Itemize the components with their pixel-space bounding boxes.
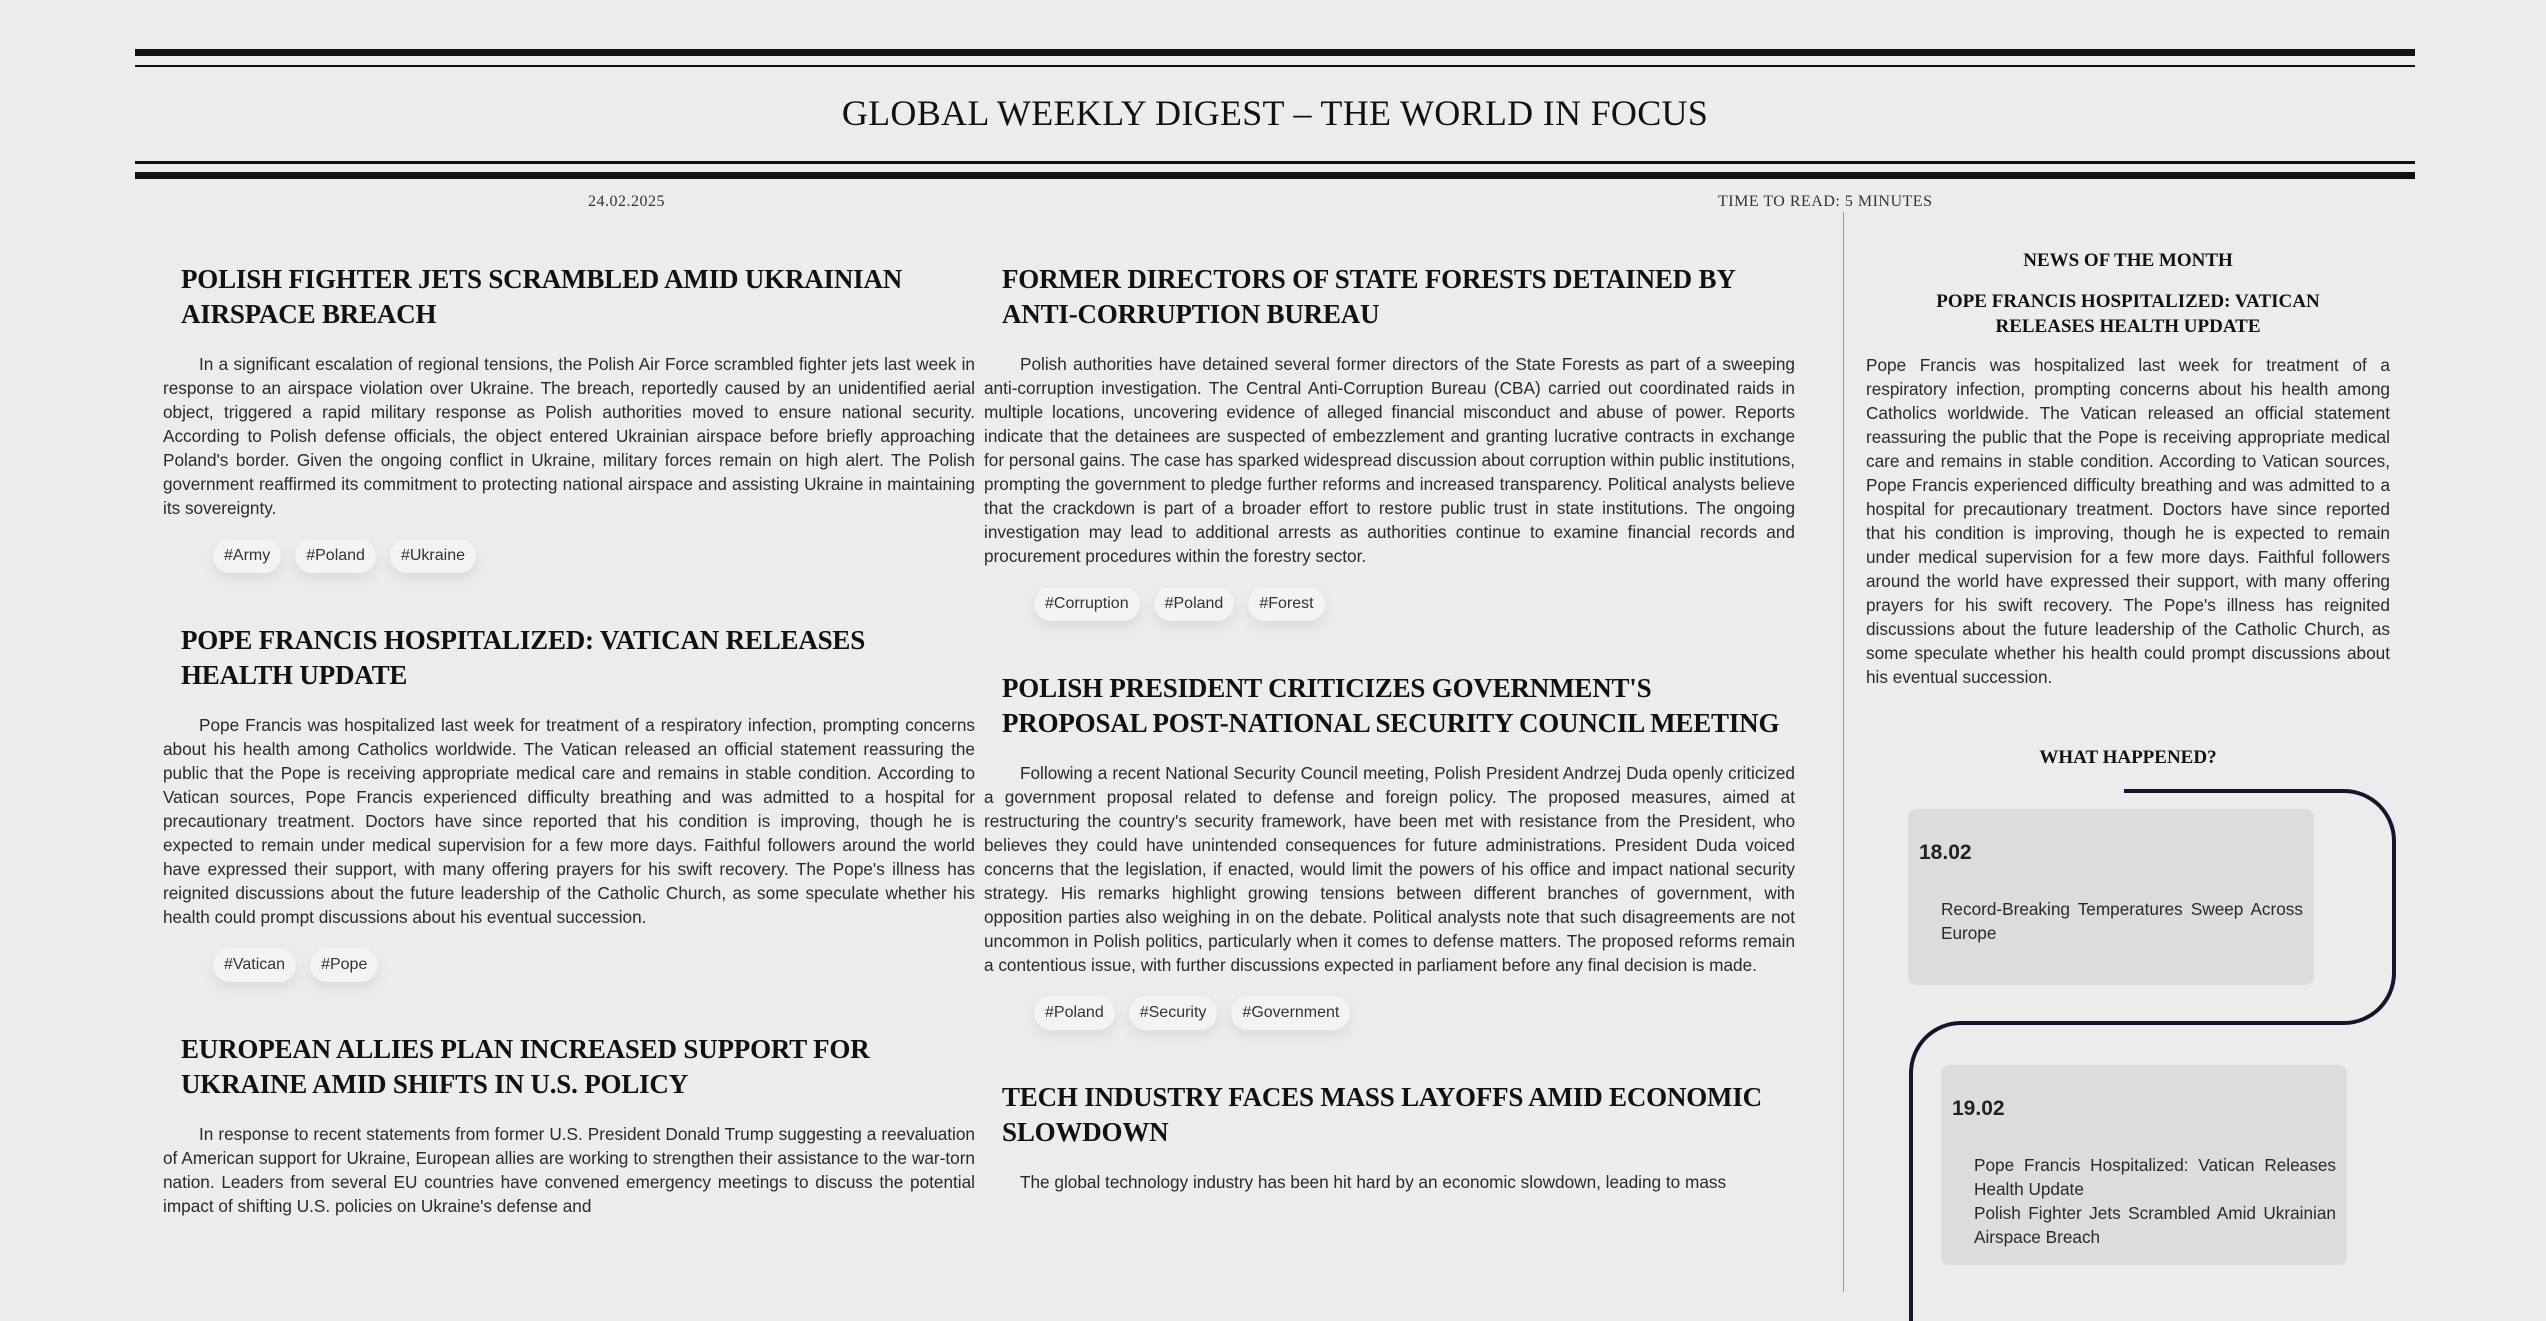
article-card [163,1032,975,1218]
tag-list [1034,996,1795,1030]
tag-chip[interactable]: #Security [1129,996,1218,1030]
main-column-left [163,262,975,1268]
tag-chip[interactable]: #Ukraine [390,539,476,573]
article-card [163,623,975,982]
masthead-rule-top-thin [135,65,2415,67]
timeline-date: 19.02 [1952,1097,2005,1120]
article-headline[interactable]: POLISH PRESIDENT CRITICIZES GOVERNMENT'S PROPOSAL POST-NATIONAL SECURITY COUNCIL MEETING [1002,673,1780,738]
article-card [984,671,1795,1030]
tag-chip[interactable]: #Poland [1154,587,1235,621]
article-card [163,262,975,573]
article-headline[interactable]: TECH INDUSTRY FACES MASS LAYOFFS AMID ECONOMIC SLOWDOWN [1002,1082,1762,1147]
article-body: Following a recent National Security Council meeting, Polish President Andrzej Duda openly criticized a government proposal related to defense and foreign policy. The proposed measures, aimed at restructuring the country's security framework, have been met with resistance from the President, who believes they could have unintended consequences for future administrations. President Duda voiced concerns that the legislation, if enacted, would limit the powers of his office and impact national security strategy. His remarks highlight growing tensions between different branches of government, with opposition parties also weighing in on the debate. Political analysts note that such disagreements are not uncommon in Polish politics, particularly when it comes to defense matters. The proposed reforms remain a contentious issue, with further discussions expected in parliament before any final decision is made. [984,763,1795,975]
timeline [1866,769,2390,1247]
tag-list [213,948,975,982]
tag-chip[interactable]: #Vatican [213,948,296,982]
masthead-rule-top [135,49,2415,56]
article-body: The global technology industry has been hit hard by an economic slowdown, leading to mass [1020,1172,1727,1192]
timeline-card[interactable] [1908,809,2314,985]
tag-chip[interactable]: #Forest [1248,587,1324,621]
article-body: Polish authorities have detained several former directors of the State Forests as part of a sweeping anti-corruption investigation. The Central Anti-Corruption Bureau (CBA) carried out coordinated raids in multiple locations, uncovering evidence of alleged financial misconduct and abuse of power. Reports indicate that the detainees are suspected of embezzlement and granting lucrative contracts in exchange for personal gains. The case has sparked widespread discussion about corruption within public institutions, prompting the government to pledge further reforms and increased transparency. Political analysts believe that the crackdown is part of a broader effort to restore public trust in state institutions. The ongoing investigation may lead to additional arrests as authorities continue to examine financial records and procurement procedures within the forestry sector. [984,354,1795,566]
tag-list [213,539,975,573]
article-headline[interactable]: POLISH FIGHTER JETS SCRAMBLED AMID UKRAINIAN AIRSPACE BREACH [181,264,903,329]
issue-date: 24.02.2025 [588,193,665,210]
article-card [984,1080,1795,1194]
sidebar [1866,250,2390,1247]
tag-chip[interactable]: #Poland [295,539,376,573]
read-time: TIME TO READ: 5 MINUTES [1718,193,1933,210]
article-card [984,262,1795,621]
article-body: In a significant escalation of regional tensions, the Polish Air Force scrambled fighter jets last week in response to an airspace violation over Ukraine. The breach, reportedly caused by an unidentified aerial object, triggered a rapid military response as Polish authorities moved to ensure national security. According to Polish defense officials, the object entered Ukrainian airspace before briefly approaching Poland's border. Given the ongoing conflict in Ukraine, military forces remain on high alert. The Polish government reaffirmed its commitment to protecting national airspace and assisting Ukraine in maintaining its sovereignty. [163,354,975,518]
column-divider [1843,212,1844,1292]
sidebar-heading: NEWS OF THE MONTH [2023,250,2233,271]
article-headline[interactable]: POPE FRANCIS HOSPITALIZED: VATICAN RELEASES HEALTH UPDATE [181,625,866,690]
masthead-rule-bottom [135,172,2415,179]
masthead-rule-bottom-thin [135,161,2415,164]
tag-chip[interactable]: #Corruption [1034,587,1140,621]
tag-chip[interactable]: #Pope [310,948,378,982]
tag-list [1034,587,1795,621]
timeline-event[interactable]: Pope Francis Hospitalized: Vatican Releases Health Update [1974,1155,2336,1199]
article-body: In response to recent statements from former U.S. President Donald Trump suggesting a reevaluation of American support for Ukraine, European allies are working to strengthen their assistance to the war-torn nation. Leaders from several EU countries have convened emergency meetings to discuss the potential impact of shifting U.S. policies on Ukraine's defense and [163,1124,975,1216]
article-headline[interactable]: EUROPEAN ALLIES PLAN INCREASED SUPPORT FOR UKRAINE AMID SHIFTS IN U.S. POLICY [181,1034,870,1099]
tag-chip[interactable]: #Government [1231,996,1350,1030]
featured-body: Pope Francis was hospitalized last week for treatment of a respiratory infection, prompting concerns about his health among Catholics worldwide. The Vatican released an official statement reassuring the public that the Pope is receiving appropriate medical care and remains in stable condition. According to Vatican sources, Pope Francis experienced difficulty breathing and was admitted to a hospital for precautionary treatment. Doctors have since reported that his condition is improving, though he is expected to remain under medical supervision for a few more days. Faithful followers around the world have expressed their support, with many offering prayers for his swift recovery. The Pope's illness has reignited discussions about the future leadership of the Catholic Church, as some speculate whether his health could prompt discussions about his eventual succession. [1866,355,2390,687]
timeline-heading: WHAT HAPPENED? [2039,747,2217,768]
timeline-date: 18.02 [1919,841,1972,864]
timeline-event[interactable]: Polish Fighter Jets Scrambled Amid Ukrainian Airspace Breach [1974,1203,2336,1247]
article-body: Pope Francis was hospitalized last week for treatment of a respiratory infection, prompting concerns about his health among Catholics worldwide. The Vatican released an official statement reassuring the public that the Pope is receiving appropriate medical care and remains in stable condition. According to Vatican sources, Pope Francis experienced difficulty breathing and was admitted to a hospital for precautionary treatment. Doctors have since reported that his condition is improving, though he is expected to remain under medical supervision for a few more days. Faithful followers around the world have expressed their support, with many offering prayers for his swift recovery. The Pope's illness has reignited discussions about the future leadership of the Catholic Church, as some speculate whether his health could prompt discussions about his eventual succession. [163,715,975,927]
tag-chip[interactable]: #Army [213,539,281,573]
tag-chip[interactable]: #Poland [1034,996,1115,1030]
featured-headline[interactable]: POPE FRANCIS HOSPITALIZED: VATICAN RELEASES HEALTH UPDATE [1936,291,2320,337]
timeline-event[interactable]: Record-Breaking Temperatures Sweep Across Europe [1941,899,2303,943]
main-column-right [984,262,1795,1244]
article-headline[interactable]: FORMER DIRECTORS OF STATE FORESTS DETAINED BY ANTI-CORRUPTION BUREAU [1002,264,1735,329]
timeline-card[interactable] [1941,1065,2347,1265]
page-title: GLOBAL WEEKLY DIGEST – THE WORLD IN FOCUS [841,93,1709,133]
